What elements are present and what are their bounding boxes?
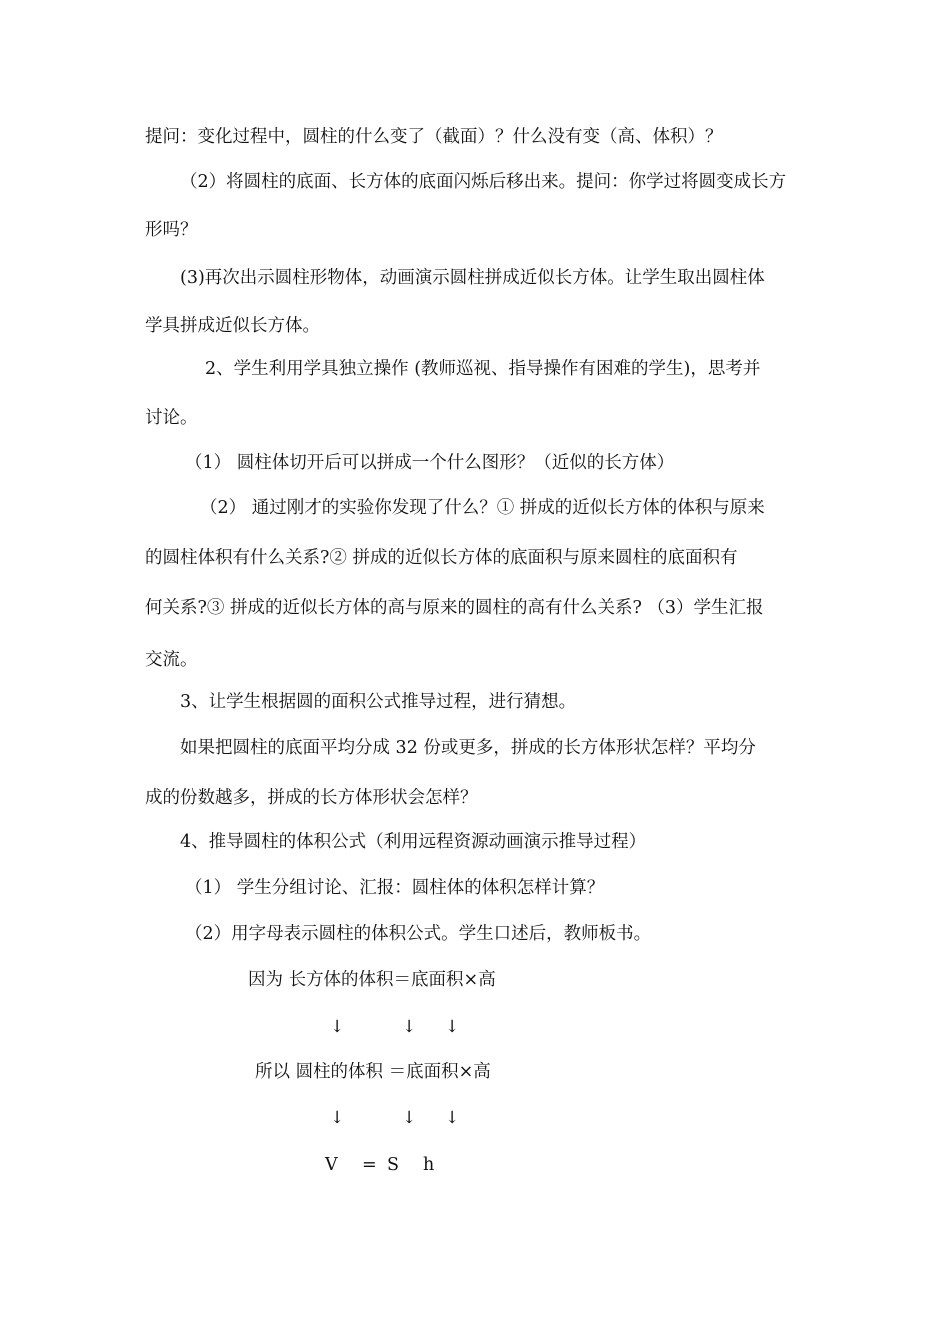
text-line: 如果把圆柱的底面平均分成 32 份或更多，拼成的长方体形状怎样？平均分 <box>180 738 756 758</box>
down-arrow-icon: ↓ <box>330 1108 345 1128</box>
text-line: 2、学生利用学具独立操作 (教师巡视、指导操作有困难的学生)，思考并 <box>205 359 761 379</box>
text-line: 的圆柱体积有什么关系?② 拼成的近似长方体的底面积与原来圆柱的底面积有 <box>145 548 738 568</box>
down-arrow-icon: ↓ <box>445 1017 460 1037</box>
text-line: 4、推导圆柱的体积公式（利用远程资源动画演示推导过程） <box>180 832 647 852</box>
text-line: （1） 学生分组讨论、汇报：圆柱体的体积怎样计算？ <box>185 878 605 898</box>
text-line: 何关系?③ 拼成的近似长方体的高与原来的圆柱的高有什么关系? （3）学生汇报 <box>145 598 764 618</box>
text-line: 成的份数越多，拼成的长方体形状会怎样？ <box>145 788 478 808</box>
text-line: (3)再次出示圆柱形物体，动画演示圆柱拼成近似长方体。让学生取出圆柱体 <box>180 268 765 288</box>
text-line: 学具拼成近似长方体。 <box>145 316 320 336</box>
text-line: （1） 圆柱体切开后可以拼成一个什么图形？（近似的长方体） <box>185 453 675 473</box>
down-arrow-icon: ↓ <box>445 1108 460 1128</box>
text-line: （2） 通过刚才的实验你发现了什么？① 拼成的近似长方体的体积与原来 <box>200 498 765 518</box>
text-line: 讨论。 <box>145 408 198 428</box>
down-arrow-icon: ↓ <box>402 1108 417 1128</box>
formula-h: h <box>423 1155 435 1175</box>
formula-s: S <box>387 1155 399 1175</box>
down-arrow-icon: ↓ <box>330 1017 345 1037</box>
text-line: 提问：变化过程中，圆柱的什么变了（截面）？什么没有变（高、体积）？ <box>145 127 723 147</box>
text-line: 3、让学生根据圆的面积公式推导过程，进行猜想。 <box>180 692 577 712</box>
formula-equals: = <box>362 1155 377 1175</box>
text-line: 交流。 <box>145 650 198 670</box>
text-line: （2）将圆柱的底面、长方体的底面闪烁后移出来。提问：你学过将圆变成长方 <box>180 172 787 192</box>
down-arrow-icon: ↓ <box>402 1017 417 1037</box>
formula-line-therefore: 所以 圆柱的体积 ＝底面积×高 <box>255 1062 491 1082</box>
text-line: 形吗？ <box>145 220 198 240</box>
text-line: （2）用字母表示圆柱的体积公式。学生口述后，教师板书。 <box>185 924 652 944</box>
formula-v: V <box>325 1155 338 1175</box>
formula-line-because: 因为 长方体的体积＝底面积×高 <box>248 970 496 990</box>
